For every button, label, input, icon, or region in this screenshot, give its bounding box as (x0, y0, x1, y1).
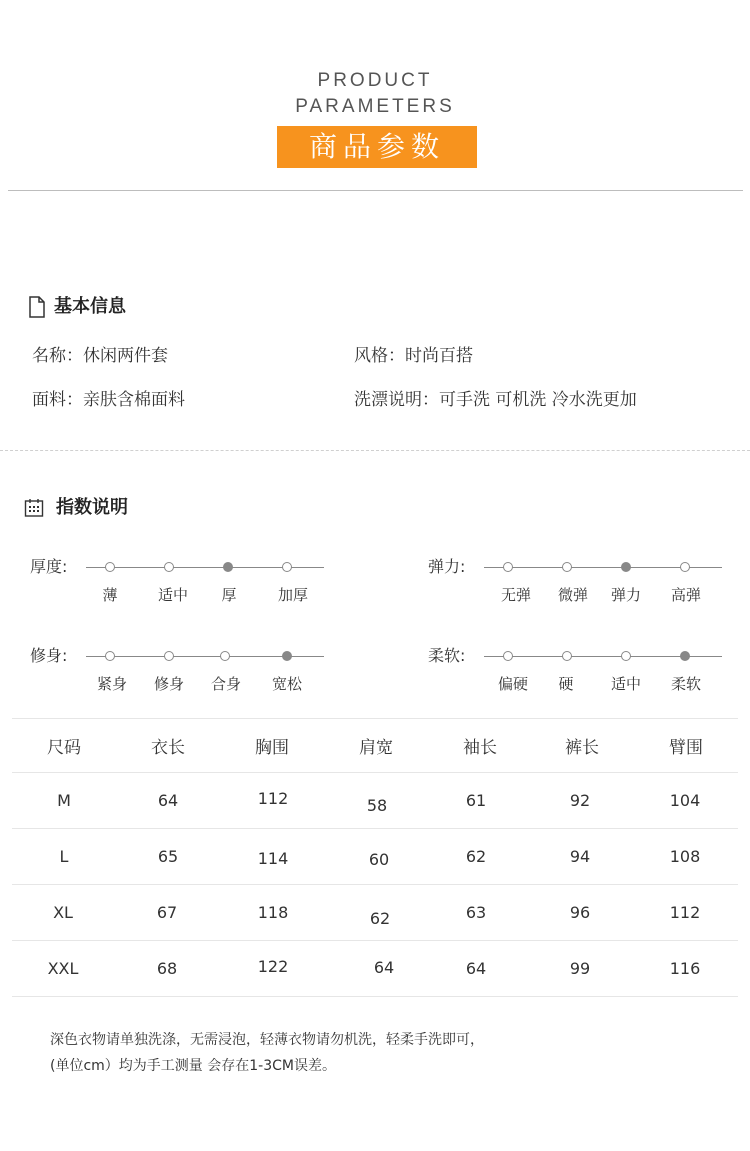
scale-dot (282, 651, 292, 661)
index-title: 指数说明 (56, 497, 128, 518)
scale-dot (503, 562, 513, 572)
table-cell: 104 (669, 791, 701, 810)
table-cell-size: XXL (47, 959, 79, 978)
table-row-divider (12, 828, 738, 829)
table-cell: 118 (257, 903, 289, 922)
scale-dot (105, 651, 115, 661)
scale-dot (562, 562, 572, 572)
scale-option: 微弹 (557, 586, 588, 604)
scale-dot (562, 651, 572, 661)
scale-option: 柔软 (670, 675, 701, 693)
table-cell: 62 (369, 909, 391, 928)
table-row-divider (12, 884, 738, 885)
table-row-divider (12, 940, 738, 941)
header-divider (8, 190, 743, 191)
table-cell: 94 (569, 847, 591, 866)
scale-option: 合身 (210, 675, 241, 693)
table-cell: 64 (373, 958, 395, 977)
scale-option: 偏硬 (497, 675, 528, 693)
table-cell-size: XL (53, 903, 73, 922)
header-en-line2: PARAMETERS (295, 96, 455, 117)
table-cell: 64 (157, 791, 179, 810)
scale-dot (680, 562, 690, 572)
table-header-cell: 裤长 (565, 738, 599, 758)
scale-option: 修身 (153, 675, 184, 693)
table-border-top (12, 718, 738, 719)
document-icon (28, 296, 46, 318)
table-cell: 64 (465, 959, 487, 978)
table-cell: 65 (157, 847, 179, 866)
section-divider (0, 450, 750, 451)
table-cell: 61 (465, 791, 487, 810)
measurement-note: (单位cm）均为手工测量 会存在1-3CM误差。 (50, 1058, 336, 1074)
info-fabric: 面料：亲肤含棉面料 (32, 390, 185, 410)
table-cell: 60 (368, 850, 390, 869)
table-cell: 114 (257, 849, 289, 868)
table-cell: 67 (156, 903, 178, 922)
scale-option: 高弹 (670, 586, 701, 604)
table-cell: 68 (156, 959, 178, 978)
table-cell-size: M (57, 791, 71, 810)
scale-option: 紧身 (96, 675, 127, 693)
table-cell: 116 (669, 959, 701, 978)
table-cell-size: L (59, 847, 69, 866)
scale-label-elasticity: 弹力: (428, 557, 466, 576)
scale-option: 宽松 (271, 675, 302, 693)
scale-label-thickness: 厚度: (30, 557, 68, 576)
table-cell: 99 (569, 959, 591, 978)
table-cell: 108 (669, 847, 701, 866)
table-header-cell: 衣长 (151, 738, 185, 758)
scale-dot (282, 562, 292, 572)
scale-dot (621, 562, 631, 572)
scale-option: 弹力 (610, 586, 641, 604)
scale-option: 加厚 (277, 586, 308, 604)
scale-dot (503, 651, 513, 661)
scale-option: 无弹 (500, 586, 531, 604)
table-header-cell: 胸围 (255, 738, 289, 758)
scale-dot (164, 562, 174, 572)
scale-label-softness: 柔软: (428, 646, 466, 665)
table-cell: 122 (257, 957, 289, 976)
scale-option: 硬 (558, 675, 574, 693)
info-wash: 洗漂说明：可手洗 可机洗 冷水洗更加 (354, 390, 637, 410)
info-style: 风格：时尚百搭 (354, 346, 473, 366)
table-header-cell: 尺码 (47, 738, 81, 758)
info-name: 名称：休闲两件套 (32, 346, 168, 366)
header-en-line1: PRODUCT (317, 70, 433, 91)
table-header-cell: 肩宽 (359, 738, 393, 758)
scale-option: 适中 (157, 586, 188, 604)
scale-dot (680, 651, 690, 661)
basic-info-title: 基本信息 (54, 296, 126, 317)
table-row-divider (12, 772, 738, 773)
table-cell: 62 (465, 847, 487, 866)
scale-dot (223, 562, 233, 572)
table-cell: 58 (366, 796, 388, 815)
table-header-cell: 袖长 (463, 738, 497, 758)
scale-option: 厚 (221, 586, 237, 604)
table-cell: 92 (569, 791, 591, 810)
table-border-bottom (12, 996, 738, 997)
care-note: 深色衣物请单独洗涤，无需浸泡，轻薄衣物请勿机洗，轻柔手洗即可， (50, 1032, 484, 1048)
table-cell: 112 (669, 903, 701, 922)
scale-dot (220, 651, 230, 661)
table-header-cell: 臂围 (669, 738, 703, 758)
scale-label-fit: 修身: (30, 646, 68, 665)
scale-dot (621, 651, 631, 661)
table-cell: 96 (569, 903, 591, 922)
scale-option: 适中 (610, 675, 641, 693)
scale-dot (105, 562, 115, 572)
table-cell: 63 (465, 903, 487, 922)
scale-dot (164, 651, 174, 661)
header-cn-banner: 商品参数 (277, 126, 477, 168)
table-cell: 112 (257, 789, 289, 808)
scale-option: 薄 (102, 586, 118, 604)
calendar-grid-icon (24, 498, 44, 518)
